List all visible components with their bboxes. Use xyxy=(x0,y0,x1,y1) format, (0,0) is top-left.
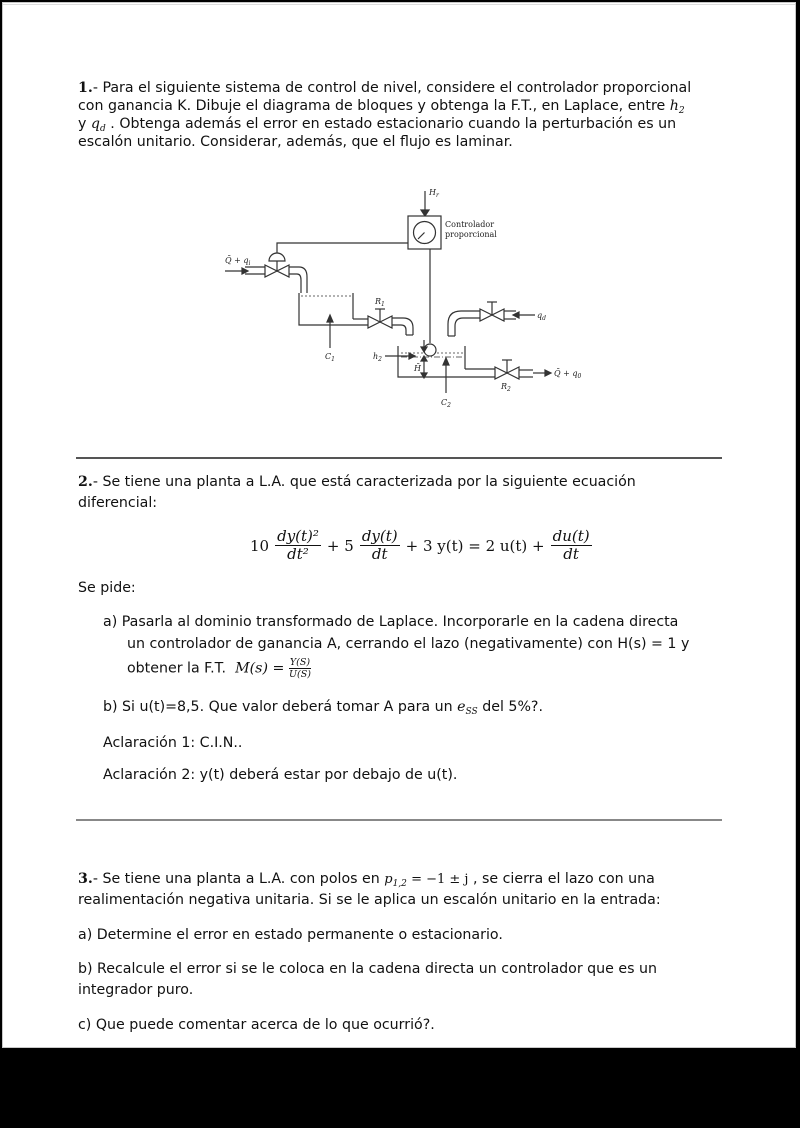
problem1-line1 xyxy=(78,79,691,98)
var-ess xyxy=(457,699,478,715)
num: Y(S) xyxy=(289,657,311,668)
den: dt xyxy=(563,545,579,563)
problem3-b-line2: integrador puro. xyxy=(78,982,194,998)
problem2-b xyxy=(103,697,543,722)
fraction xyxy=(551,528,592,563)
label-controller-1: Controlador xyxy=(445,220,495,229)
sub: 1,2 xyxy=(392,879,407,889)
var-qd xyxy=(91,116,106,132)
label-r1: $R_1$ xyxy=(375,297,385,308)
op: + 5 xyxy=(326,536,354,555)
num: dy(t)² xyxy=(277,527,319,545)
problem2-a-line2: un controlador de ganancia A, cerrando el lazo (negativamente) con H(s) = 1 y xyxy=(127,636,690,652)
poles xyxy=(384,872,468,887)
se-pide: Se pide: xyxy=(78,580,136,596)
sub: d xyxy=(100,124,106,134)
var: p xyxy=(384,872,393,887)
problem2-line2: diferencial: xyxy=(78,495,158,511)
problem2-line1 xyxy=(78,472,636,492)
var: h xyxy=(669,98,679,114)
var: q xyxy=(90,116,101,132)
coef: 10 xyxy=(250,536,270,555)
label-c2: $C_2$ xyxy=(441,398,451,409)
differential-equation xyxy=(250,528,592,563)
label-controller-2: proporcional xyxy=(445,230,497,239)
note1: Aclaración 1: C.I.N.. xyxy=(103,735,243,751)
text: - Para el siguiente sistema de control de nivel, considere el controlador proporcional xyxy=(92,80,692,96)
note2: Aclaración 2: y(t) deberá estar por debajo de u(t). xyxy=(103,767,458,783)
problem2-number: 2. xyxy=(78,474,93,490)
problem3-a: a) Determine el error en estado permanente o estacionario. xyxy=(78,927,503,943)
text: con ganancia K. Dibuje el diagrama de bloques y obtenga la F.T., en Laplace, entre xyxy=(78,98,666,114)
label-outflow: Q̄ + $q_0$ xyxy=(554,369,582,380)
label-c1: $C_1$ xyxy=(325,352,335,363)
den: dt² xyxy=(287,545,309,563)
middle-terms: + 3 y(t) = 2 u(t) + xyxy=(405,536,545,555)
divider-2 xyxy=(76,819,722,821)
problem2-a-line1: a) Pasarla al dominio transformado de Laplace. Incorporarle en la cadena directa xyxy=(103,614,679,630)
level-control-diagram xyxy=(215,183,595,438)
text: . Obtenga además el error en estado estacionario cuando la perturbación es un xyxy=(110,116,677,132)
num: dy(t) xyxy=(361,527,398,545)
label-hbar: H̄ xyxy=(414,364,421,373)
sub: 2 xyxy=(678,106,685,116)
problem1-number: 1. xyxy=(78,80,93,96)
var: e xyxy=(457,699,466,715)
label-inflow: Q̄ + $q_i$ xyxy=(225,256,251,267)
fraction xyxy=(360,528,400,563)
page-top-border xyxy=(3,4,795,5)
text: b) Si u(t)=8,5. Que valor deberá tomar A para un xyxy=(103,699,453,715)
text: obtener la F.T. xyxy=(127,660,227,677)
text: y xyxy=(78,116,87,132)
var-h2 xyxy=(670,98,685,114)
transfer-fraction xyxy=(289,657,311,680)
problem2-a-line3 xyxy=(127,657,311,680)
text: , se cierra el lazo con una xyxy=(472,871,655,887)
problem1-line4: escalón unitario. Considerar, además, que el flujo es laminar. xyxy=(78,134,513,150)
value: = −1 ± j xyxy=(411,872,469,887)
problem3-number: 3. xyxy=(78,871,93,887)
fraction xyxy=(275,528,321,563)
num: du(t) xyxy=(552,527,590,545)
divider-1 xyxy=(76,457,722,459)
den: U(S) xyxy=(289,669,311,680)
text: - Se tiene una planta a L.A. que está caracterizada por la siguiente ecuación xyxy=(92,474,636,490)
den: dt xyxy=(371,545,388,563)
label-qd: $q_d$ xyxy=(537,311,546,322)
text: - Se tiene una planta a L.A. con polos en xyxy=(92,871,380,887)
problem3-b-line1: b) Recalcule el error si se le coloca en la cadena directa un controlador que es un xyxy=(78,961,658,977)
label-h2: $h_2$ xyxy=(373,352,382,363)
m-of-s: M(s) = xyxy=(235,660,285,677)
sub: SS xyxy=(465,707,478,717)
bottom-black-bar xyxy=(0,1110,800,1128)
label-hr: $H_r$ xyxy=(429,188,439,199)
problem3-line2: realimentación negativa unitaria. Si se le aplica un escalón unitario en la entrada: xyxy=(78,892,661,908)
text: del 5%?. xyxy=(482,699,543,715)
problem3-c: c) Que puede comentar acerca de lo que ocurrió?. xyxy=(78,1017,435,1033)
label-r2: $R_2$ xyxy=(501,382,511,393)
